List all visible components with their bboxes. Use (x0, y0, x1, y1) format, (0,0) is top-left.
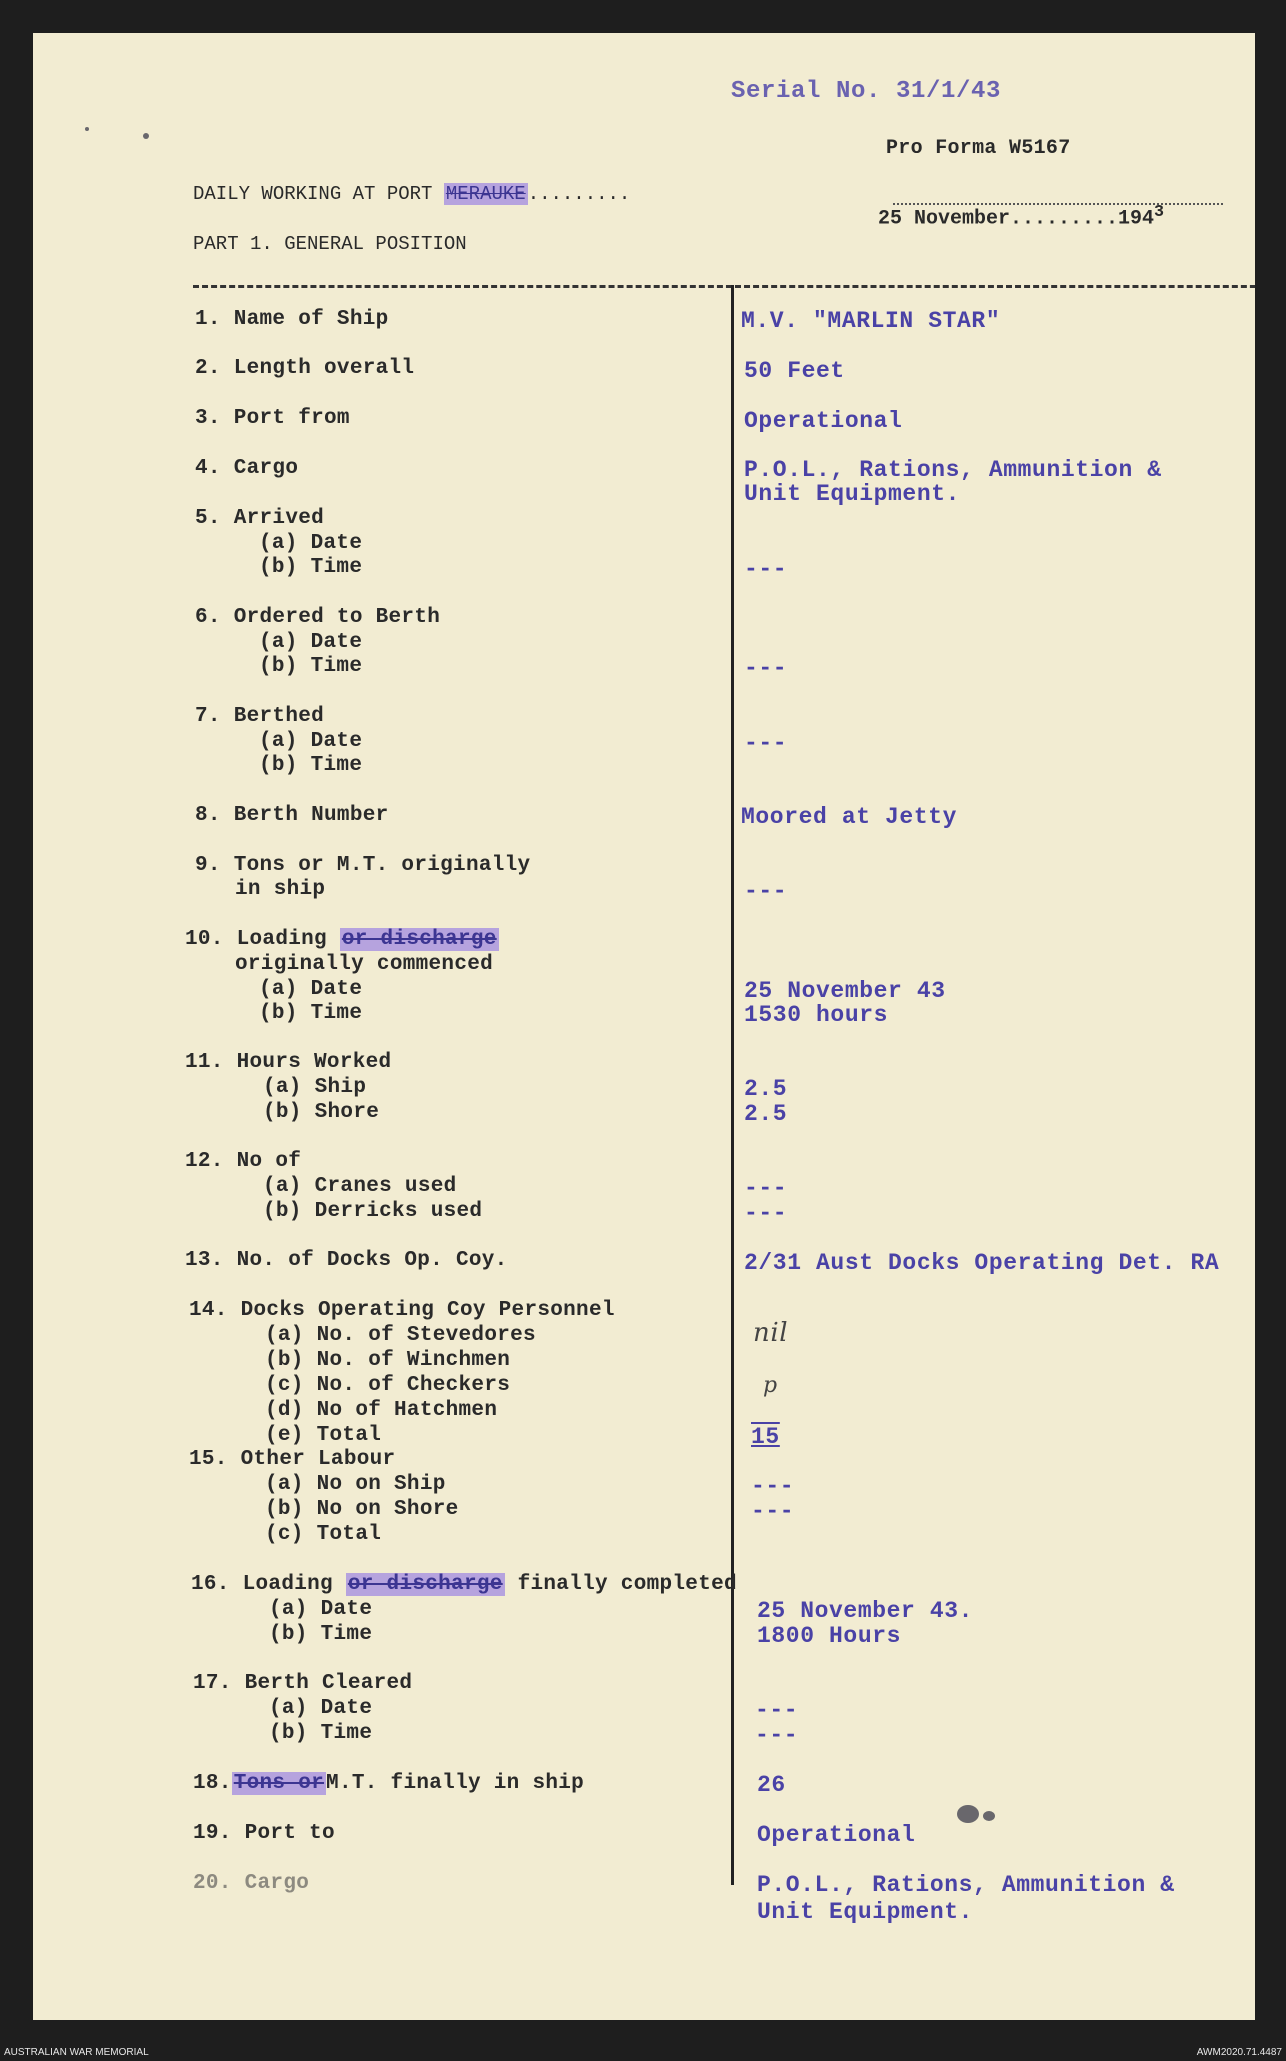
port-name: MERAUKE (445, 183, 526, 205)
label-18-text: M.T. finally in ship (326, 1772, 585, 1795)
label-loading-prefix: 10. Loading (185, 928, 327, 951)
label-berth-cleared: 17. Berth Cleared (193, 1672, 413, 1695)
value-cargo-out-line1: P.O.L., Rations, Ammunition & (757, 1872, 1175, 1898)
value-no-on-shore: --- (751, 1498, 795, 1524)
label-name-of-ship: 1. Name of Ship (195, 308, 389, 331)
port-dots: ......... (527, 183, 631, 205)
value-checkers: p (763, 1373, 778, 1398)
header-divider (193, 285, 1255, 288)
ink-speck-2 (85, 127, 89, 131)
value-stevedores: nil (753, 1318, 789, 1348)
footer-credit: AUSTRALIAN WAR MEMORIAL (4, 2047, 149, 2058)
document-page (33, 33, 1255, 2020)
value-ordered: --- (744, 655, 788, 681)
label-arrived: 5. Arrived (195, 507, 325, 530)
value-cleared-date: --- (755, 1697, 799, 1723)
label-commenced-time: (b) Time (259, 1002, 363, 1025)
value-port-from: Operational (744, 408, 903, 434)
label-hours-worked: 11. Hours Worked (185, 1051, 392, 1074)
ink-blot (957, 1805, 979, 1823)
pro-forma: Pro Forma W5167 (886, 137, 1071, 160)
label-docks-personnel: 14. Docks Operating Coy Personnel (189, 1299, 615, 1322)
value-port-to: Operational (757, 1822, 916, 1848)
label-cleared-time: (b) Time (269, 1722, 373, 1745)
label-cranes-used: (a) Cranes used (263, 1175, 457, 1198)
value-hours-ship: 2.5 (744, 1076, 788, 1102)
label-hours-ship: (a) Ship (263, 1076, 367, 1099)
label-arrived-time: (b) Time (259, 556, 363, 579)
value-berthed: --- (744, 730, 788, 756)
label-originally-commenced: originally commenced (235, 953, 494, 976)
ink-speck (143, 133, 149, 139)
value-cleared-time: --- (755, 1722, 799, 1748)
value-completed-time: 1800 Hours (757, 1623, 902, 1649)
value-hours-shore: 2.5 (744, 1101, 788, 1127)
label-berthed-time: (b) Time (259, 754, 363, 777)
label-checkers: (c) No. of Checkers (265, 1374, 511, 1397)
value-cargo-out-line2: Unit Equipment. (757, 1899, 974, 1925)
label-ordered-date: (a) Date (259, 631, 363, 654)
date-year-digit: 3 (1154, 203, 1165, 222)
struck-tons-or: Tons or (233, 1772, 325, 1795)
struck-or-discharge-2: or discharge (347, 1573, 503, 1596)
date-text: 25 November.........194 (878, 207, 1155, 231)
label-completed-date: (a) Date (269, 1598, 373, 1621)
value-berth-number: Moored at Jetty (741, 804, 958, 830)
label-labour-total: (c) Total (265, 1523, 382, 1546)
value-tons-finally: 26 (757, 1772, 786, 1798)
label-commenced-date: (a) Date (259, 978, 363, 1001)
label-winchmen: (b) No. of Winchmen (265, 1349, 511, 1372)
value-ship-name: M.V. "MARLIN STAR" (741, 308, 1001, 334)
part-heading: PART 1. GENERAL POSITION (193, 233, 467, 255)
label-ordered-time: (b) Time (259, 655, 363, 678)
value-no-on-ship: --- (751, 1473, 795, 1499)
serial-number: Serial No. 31/1/43 (731, 78, 1002, 105)
value-derricks: --- (744, 1200, 788, 1226)
title-label: DAILY WORKING AT PORT (193, 183, 433, 205)
label-length-overall: 2. Length overall (195, 357, 415, 380)
value-cargo-line1: P.O.L., Rations, Ammunition & (744, 457, 1162, 483)
label-in-ship: in ship (235, 878, 326, 901)
label-loading-completed (191, 1573, 737, 1596)
struck-or-discharge: or discharge (341, 928, 497, 951)
value-cranes: --- (744, 1175, 788, 1201)
form-title (193, 183, 630, 205)
label-berthed-date: (a) Date (259, 730, 363, 753)
label-port-to: 19. Port to (193, 1822, 335, 1845)
label-ordered-to-berth: 6. Ordered to Berth (195, 606, 441, 629)
value-completed-date: 25 November 43. (757, 1598, 974, 1624)
label-arrived-date: (a) Date (259, 532, 363, 555)
value-commenced-time: 1530 hours (744, 1002, 889, 1028)
label-berth-number: 8. Berth Number (195, 804, 389, 827)
value-tons-originally: --- (744, 878, 788, 904)
value-cargo-line2: Unit Equipment. (744, 481, 961, 507)
label-berthed: 7. Berthed (195, 705, 325, 728)
label-loading-commenced (185, 928, 499, 951)
value-docks-coy: 2/31 Aust Docks Operating Det. RA (744, 1250, 1220, 1276)
label-cleared-date: (a) Date (269, 1697, 373, 1720)
column-divider (731, 285, 734, 1885)
footer-accession: AWM2020.71.4487 (1196, 2047, 1282, 2058)
label-18-number: 18. (193, 1772, 232, 1795)
value-length: 50 Feet (744, 358, 845, 384)
label-finally-completed: finally completed (517, 1573, 737, 1596)
label-no-of: 12. No of (185, 1150, 302, 1173)
label-port-from: 3. Port from (195, 407, 350, 430)
label-completed-time: (b) Time (269, 1623, 373, 1646)
label-cargo-out: 20. Cargo (193, 1872, 310, 1895)
value-commenced-date: 25 November 43 (744, 978, 946, 1004)
label-cargo: 4. Cargo (195, 457, 299, 480)
label-loading-prefix-2: 16. Loading (191, 1573, 333, 1596)
label-hours-shore: (b) Shore (263, 1101, 380, 1124)
label-docks-op-coy: 13. No. of Docks Op. Coy. (185, 1249, 508, 1272)
value-arrived: --- (744, 556, 788, 582)
value-personnel-total: 15 (751, 1424, 780, 1450)
label-hatchmen: (d) No of Hatchmen (265, 1399, 498, 1422)
label-stevedores: (a) No. of Stevedores (265, 1324, 536, 1347)
label-other-labour: 15. Other Labour (189, 1448, 396, 1471)
ink-blot-small (983, 1811, 995, 1821)
form-date (878, 203, 1164, 231)
label-tons-originally: 9. Tons or M.T. originally (195, 854, 531, 877)
label-no-on-ship: (a) No on Ship (265, 1473, 446, 1496)
label-tons-finally (193, 1772, 584, 1795)
label-derricks-used: (b) Derricks used (263, 1200, 483, 1223)
label-personnel-total: (e) Total (265, 1424, 382, 1447)
label-no-on-shore: (b) No on Shore (265, 1498, 459, 1521)
